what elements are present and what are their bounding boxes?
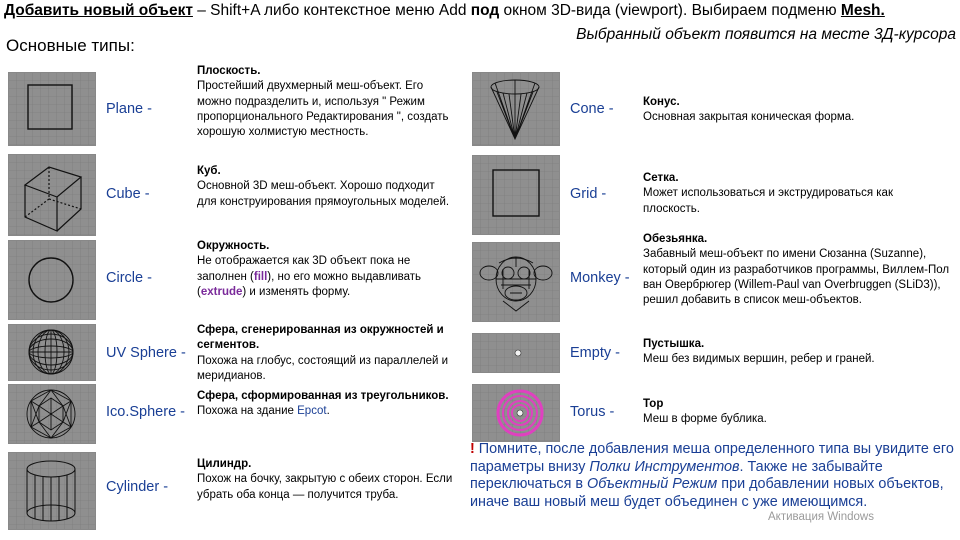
note-text: Помните, после добавления меша определенного типа вы увидите его параметры внизу	[470, 441, 954, 475]
epcot-keyword: Epcot	[297, 405, 327, 418]
plane-icon	[8, 72, 96, 146]
desc-title: Конус.	[643, 96, 680, 108]
header-bold: под	[470, 2, 500, 19]
uv-sphere-icon	[8, 324, 96, 381]
section-title: Основные типы:	[6, 36, 135, 55]
desc-title: Цилиндр.	[197, 458, 252, 470]
extrude-keyword: extrude	[200, 285, 243, 298]
desc-text-2: Похожа на здание	[197, 405, 298, 418]
obj-name-grid: Grid -	[570, 186, 607, 202]
obj-name-empty: Empty -	[570, 345, 620, 361]
cone-icon	[472, 72, 560, 146]
desc-torus	[643, 397, 943, 428]
desc-cone	[643, 95, 953, 126]
desc-grid	[643, 171, 943, 217]
desc-title: Сфера	[197, 324, 235, 336]
torus-icon	[472, 384, 560, 442]
desc-cylinder	[197, 457, 455, 503]
monkey-icon	[472, 242, 560, 322]
fill-keyword: fill	[253, 270, 268, 283]
desc-text: Основной 3D меш-объект. Хорошо подходит для конструирования прямоугольных моделей.	[197, 180, 450, 208]
grid-icon	[472, 155, 560, 235]
note-text-3: при добавлении новых объектов, иначе ваш новый меш будет объединен с уже имеющимся.	[470, 476, 944, 510]
header-text: – Shift+A либо контекстное меню Add	[192, 2, 471, 19]
ico-sphere-icon	[8, 384, 96, 444]
desc-circle	[197, 239, 455, 300]
header-title-link: Добавить новый объект	[4, 2, 193, 19]
note-italic-mode: Объектный Режим	[587, 476, 718, 493]
desc-plane	[197, 64, 455, 140]
desc-title: Пустышка.	[643, 338, 705, 350]
desc-title: Плоскость.	[197, 65, 261, 77]
desc-text: Не отображается как 3D объект пока не заполнен (	[197, 255, 411, 283]
header-mesh: Mesh.	[840, 2, 885, 19]
obj-name-monkey: Monkey -	[570, 270, 630, 286]
desc-uv-sphere	[197, 323, 455, 384]
desc-text-3: ) и изменять форму.	[242, 285, 351, 298]
desc-text-2: ), но его можно выдавливать (	[197, 270, 422, 298]
desc-text: Меш в форме бублика.	[643, 413, 767, 426]
desc-title: Сфера	[197, 390, 235, 402]
obj-name-cylinder: Cylinder -	[106, 479, 169, 495]
desc-text: Простейший двухмерный меш-объект. Его можно подразделить и, используя " Режим пропорционального Редактирования ", создать хорошую холмистую местность.	[197, 80, 449, 139]
obj-name-cube: Cube -	[106, 186, 150, 202]
desc-text-3: .	[326, 405, 330, 418]
desc-text: Забавный меш-объект по имени Сюзанна (Suzanne), который один из разработчиков программы, Виллем-Пол ван Овербрюгер (Willem-Paul van Overbruggen (SLiD3)), решил добавить в список меш-объектов.	[643, 248, 950, 307]
desc-text-2: Похожа на глобус, состоящий из параллелей и меридианов.	[197, 354, 449, 382]
header-subtitle: Выбранный объект появится на месте 3Д-курсора	[576, 26, 956, 43]
note-italic-tools: Полки Инструментов	[589, 458, 740, 475]
obj-name-ico-sphere: Ico.Sphere -	[106, 404, 185, 420]
cube-icon	[8, 154, 96, 236]
desc-ico-sphere	[197, 389, 455, 420]
obj-name-plane: Plane -	[106, 101, 152, 117]
warning-icon: !	[470, 441, 475, 457]
desc-text: Меш без видимых вершин, ребер и граней.	[643, 353, 875, 366]
desc-title: Окружность.	[197, 240, 270, 252]
header-line	[4, 2, 956, 20]
desc-empty	[643, 337, 943, 368]
desc-title: Тор	[643, 398, 664, 410]
reminder-note	[470, 441, 956, 511]
desc-text: Основная закрытая коническая форма.	[643, 111, 855, 124]
desc-cube	[197, 164, 455, 210]
desc-title: Куб.	[197, 165, 221, 177]
circle-icon	[8, 240, 96, 320]
activation-watermark: Активация Windows	[768, 511, 874, 523]
desc-text: Похож на бочку, закрытую с обеих сторон. Если убрать оба конца — получится труба.	[197, 473, 453, 501]
header-text-2: окном 3D-вида (viewport). Выбираем подменю	[499, 2, 841, 19]
obj-name-circle: Circle -	[106, 270, 152, 286]
cylinder-icon	[8, 452, 96, 530]
obj-name-torus: Torus -	[570, 404, 615, 420]
desc-title: Обезьянка.	[643, 233, 708, 245]
note-text-2: . Также не забывайте переключаться в	[470, 458, 883, 493]
desc-text: Может использоваться и экструдироваться как плоскость.	[643, 187, 893, 215]
desc-monkey	[643, 232, 955, 308]
desc-text: , сформированная из треугольников.	[234, 390, 449, 402]
desc-title: Сетка.	[643, 172, 679, 184]
obj-name-cone: Cone -	[570, 101, 614, 117]
desc-text: , сгенерированная из окружностей и сегментов.	[197, 324, 444, 352]
empty-icon	[472, 333, 560, 373]
obj-name-uv-sphere: UV Sphere -	[106, 345, 186, 361]
